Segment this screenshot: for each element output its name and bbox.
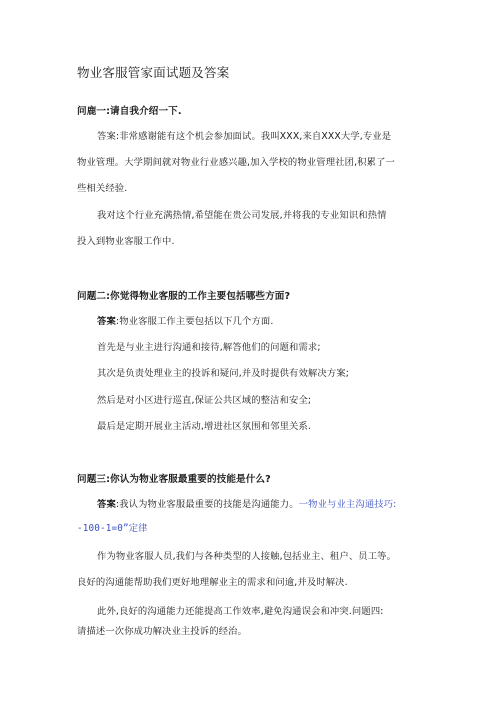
answer-2-item: 最后是定期开展业主活动,增进社区氛围和邻里关系. [97,421,312,432]
answer-1-text-1: :非常感谢能有这个机会参加面试。我叫XXX,来自XXX大学,专业是 [115,131,392,142]
answer-3-text-1: :我认为物业客服最重要的技能是沟通能力。 [115,499,299,510]
answer-2-item: 其次是负责处理业主的投诉和疑问,并及时提供有效解决方案; [97,368,350,379]
question-1: 问鹿一:请自我介绍一下. [77,106,182,117]
question-3: 问题三:你认为物业客服最重要的技能是什么? [77,474,271,485]
answer-1-line-4: 我对这个行业充满热情,希望能在贵公司发展,并将我的专业知识和热情 [97,210,387,221]
answer-1-line-3: 些相关经验. [77,183,128,194]
answer-2-item: 然后是对小区进行巡直,保证公共区域的整洁和安全; [97,395,312,406]
answer-3-line-6: 请描述一次你成功解决业主投诉的经治。 [77,626,248,637]
question-2: 问题二:你觉得物业客服的工作主要包括哪些方面? [77,291,291,302]
answer-2-item: 首先是与业主进行沟通和接待,解答他们的问题和需求; [97,342,321,353]
answer-3-label: 答案 [97,499,116,510]
answer-1-line-2: 物业管理。大学期间就对物业行业感兴趣,加入学校的物业管理社团,积累了一 [77,157,395,168]
answer-3-link-end[interactable]: 定律 [128,523,148,534]
answer-3-link-formula[interactable]: -100-1=0” [77,523,129,534]
answer-3-line-2[interactable] [77,520,148,534]
answer-3-line-4: 良好的沟通能帮助我们更好地理解业主的需求和问逾,并及时解决. [77,577,348,588]
answer-2-text-1: :物业客服工作主要包括以下几个方面. [115,316,274,327]
answer-3-line-1 [97,496,396,510]
answer-3-line-3: 作为物业客服人员,我们与各种类型的人接触,包括业主、租户、员工等。 [97,551,397,562]
answer-1-line-5: 投入到物业客服工作中. [77,236,175,247]
answer-3-line-5: 此外,良好的沟通能力还能提高工作效率,避免沟通误会和冲突.问题四: [97,606,384,617]
answer-3-link[interactable]: 一物业与业主沟通技巧: [298,499,397,510]
page-title: 物业客服管家面试题及答案 [77,65,230,80]
answer-2-line-1 [97,313,273,327]
answer-2-label: 答案 [97,316,116,327]
answer-1-line-1 [97,128,391,142]
answer-1-label: 答案 [97,131,116,142]
